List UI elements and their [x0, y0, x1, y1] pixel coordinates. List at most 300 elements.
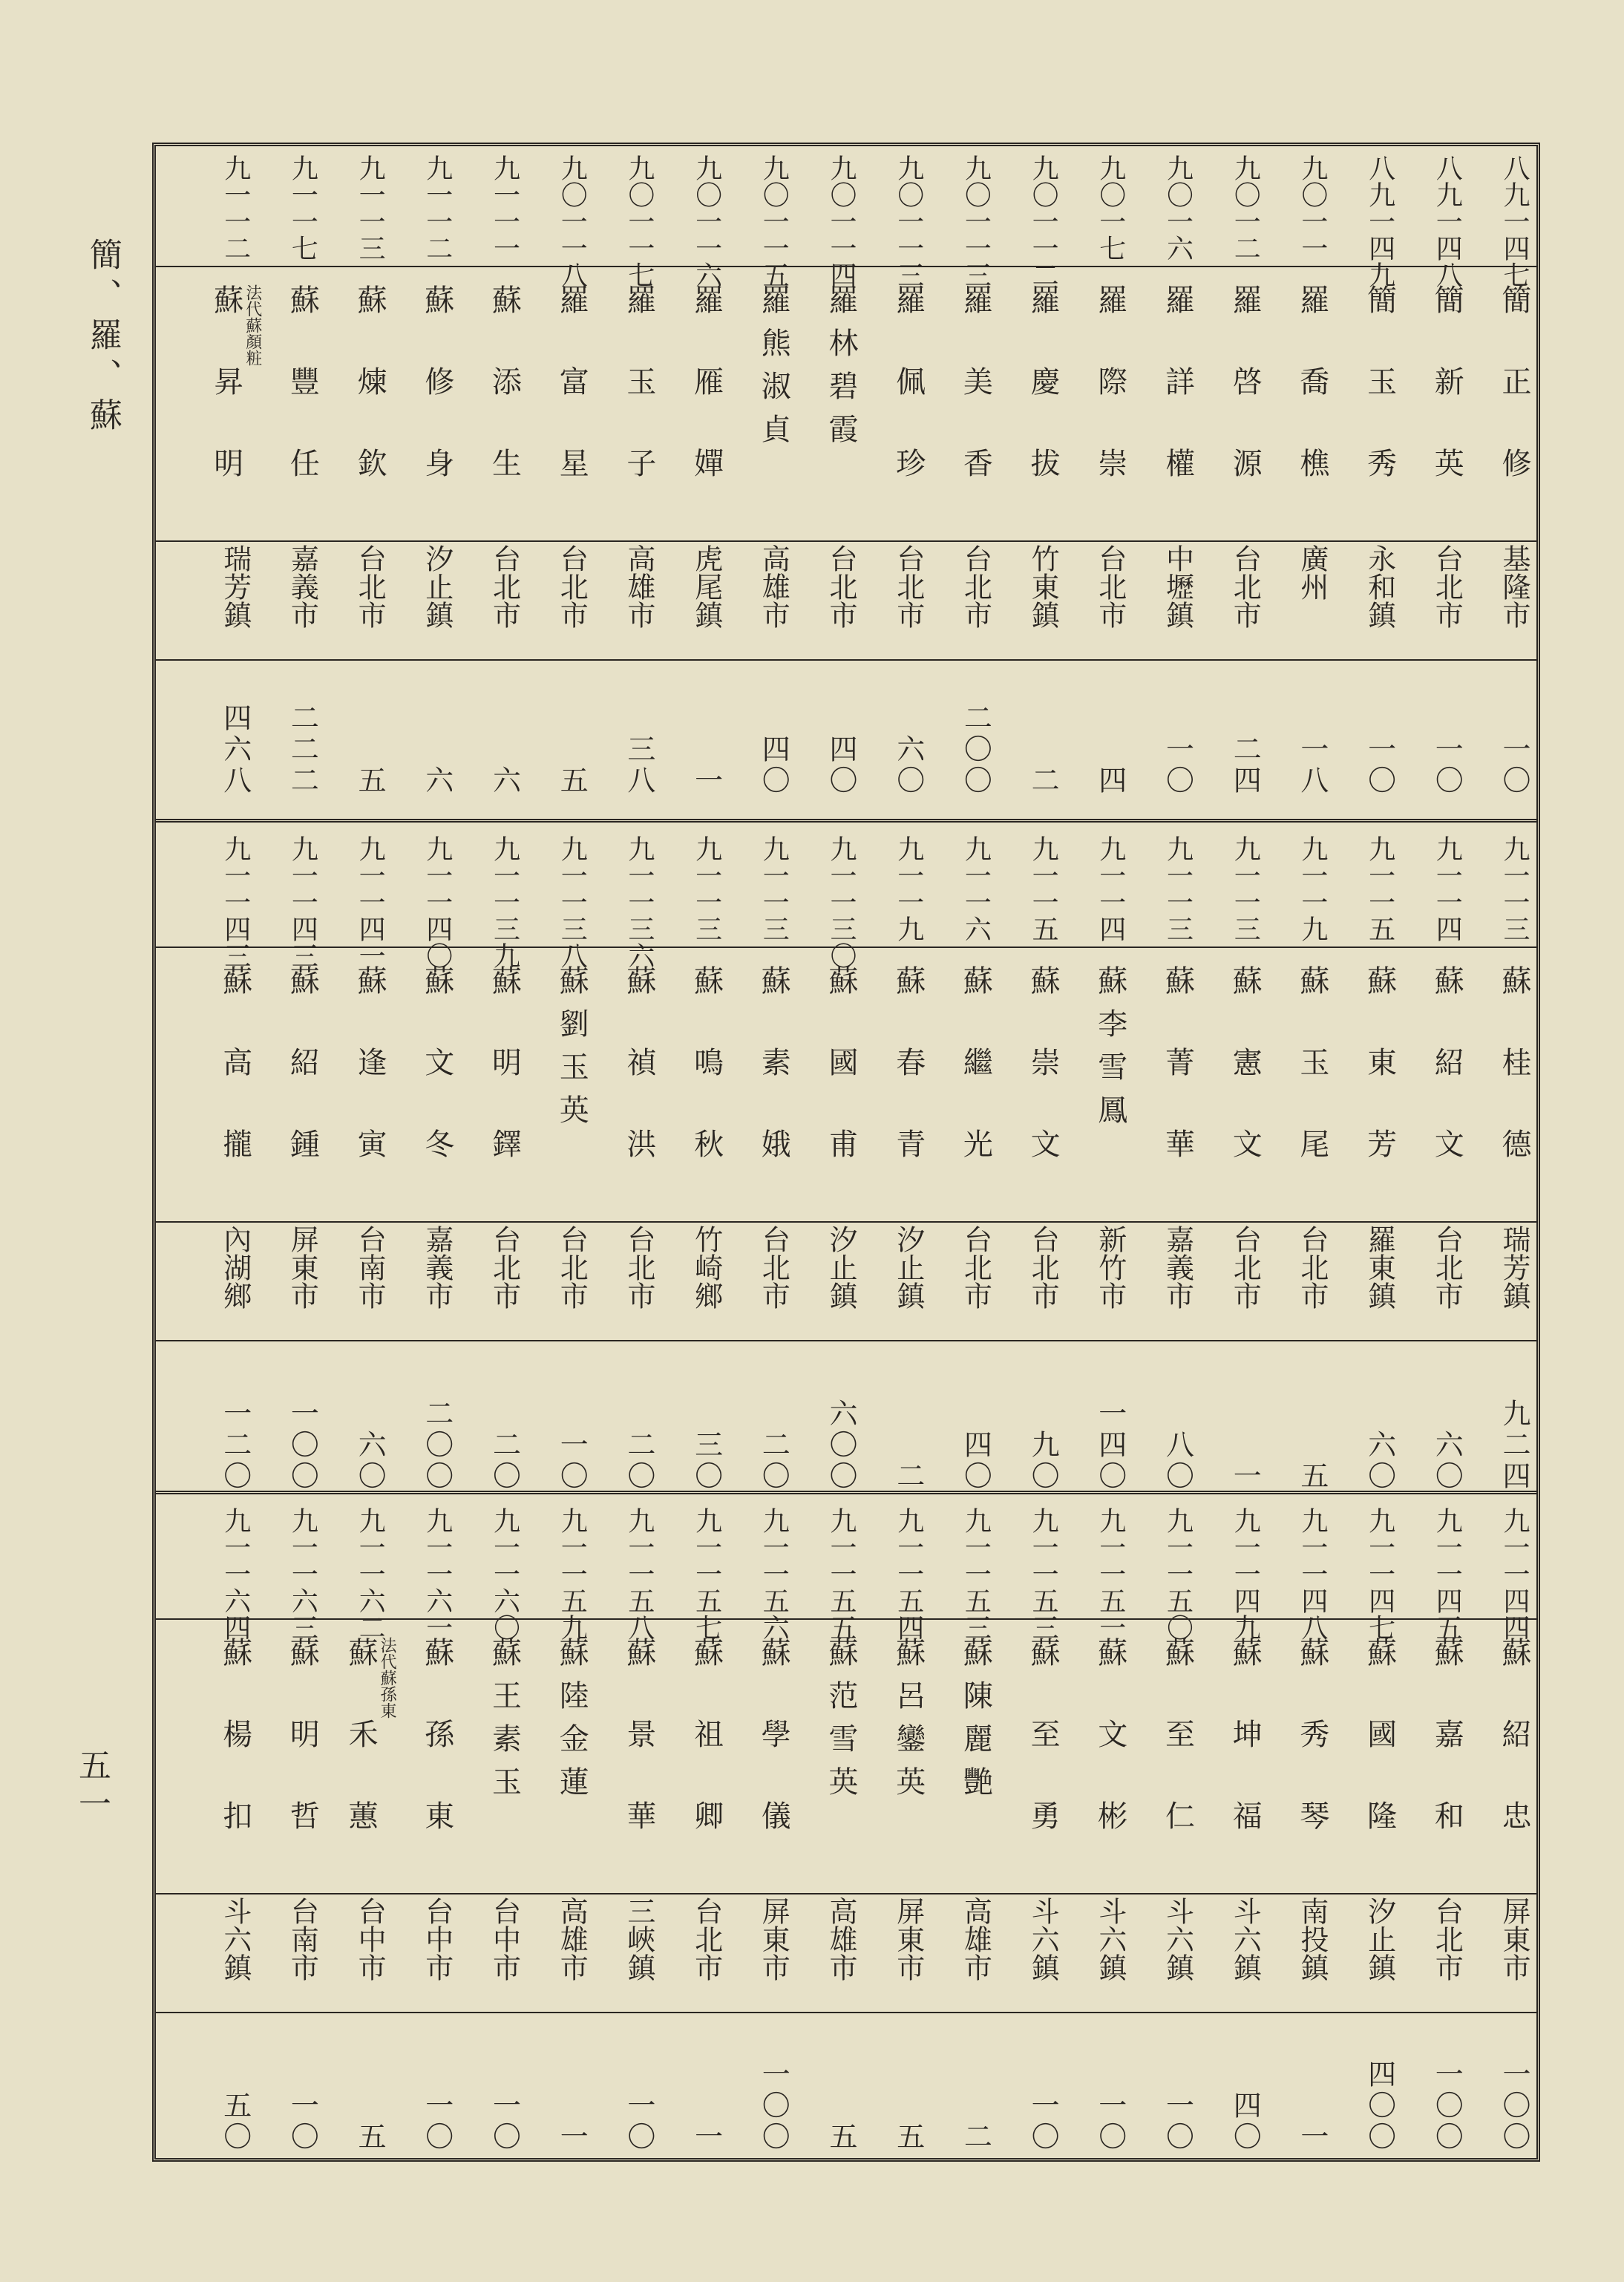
entry-place: [404, 1225, 471, 1336]
entry-place: [1211, 1897, 1278, 2008]
entry-date: [538, 1507, 605, 1641]
entry-amount: [404, 641, 471, 797]
entry-date: [471, 1507, 538, 1641]
entry-note: 法代蘇孫東: [378, 1637, 397, 1719]
entry-name-text: 蘇文彬: [1093, 1637, 1127, 1882]
entry-date: [1481, 1507, 1548, 1641]
entry-amount-text: 一〇: [1027, 2090, 1060, 2153]
entry-name: [1077, 284, 1144, 529]
entry-name-text: 蘇國甫: [824, 965, 858, 1210]
entry-place: [269, 1225, 335, 1336]
entry-place: [1279, 1897, 1346, 2008]
donor-entry: [1145, 147, 1211, 804]
entry-date: [606, 154, 672, 288]
entry-place-text: 台南市: [286, 1897, 319, 1981]
entry-place-text: 汐止鎮: [1363, 1897, 1396, 1981]
entry-amount: [673, 641, 740, 797]
entry-date-text: 九一一五四: [893, 1507, 924, 1641]
entry-amount-text: 六: [488, 765, 521, 797]
entry-name-text: 蘇紹鍾: [285, 965, 320, 1210]
entry-place: [1009, 1897, 1076, 2008]
entry-date-text: 九一一三: [691, 835, 722, 942]
entry-date-text: 九〇一一五: [759, 154, 790, 288]
entry-place-text: 台北市: [622, 1225, 655, 1310]
entry-amount: [1413, 1336, 1480, 1492]
entry-name: [740, 1637, 807, 1882]
entry-date-text: 九〇一二: [1230, 154, 1261, 261]
entry-amount: [538, 1997, 605, 2153]
entry-name-text: 蘇桂德: [1497, 965, 1531, 1210]
donor-entry: [471, 1500, 538, 2160]
entry-name-text: 蘇憲文: [1228, 965, 1263, 1210]
entry-place: [942, 544, 1009, 655]
entry-amount: [538, 641, 605, 797]
entry-amount-text: 一〇: [1498, 734, 1530, 797]
entry-place-text: 嘉義市: [420, 1225, 454, 1310]
entry-place-text: 台北市: [1295, 1225, 1329, 1310]
entry-date: [942, 835, 1009, 947]
entry-place-text: 台北市: [757, 1225, 790, 1310]
entry-date-text: 九一一六〇: [489, 1507, 520, 1641]
entry-name-text: 蘇禾蕙: [344, 1637, 379, 1882]
entry-date-text: 九〇一一二: [1028, 154, 1059, 288]
entry-name: [1413, 284, 1480, 529]
entry-amount-text: 五: [891, 2122, 925, 2153]
donor-entry: [1481, 147, 1548, 804]
entry-name-text: 蘇楊扣: [217, 1637, 252, 1882]
entry-amount-text: 三八: [622, 734, 655, 797]
entry-amount-text: 一〇〇: [757, 2059, 790, 2153]
entry-amount: [404, 1336, 471, 1492]
entry-place-text: 台北市: [1027, 1225, 1060, 1310]
entry-date: [1077, 154, 1144, 266]
entry-name-text: 羅美香: [958, 284, 993, 529]
entry-name: [269, 1637, 335, 1882]
entry-name-text: 蘇景華: [621, 1637, 656, 1882]
entry-amount: [1009, 1336, 1076, 1492]
entry-place: [1481, 1225, 1548, 1336]
entry-name-text: 羅啓源: [1228, 284, 1263, 529]
entry-place: [875, 544, 942, 655]
entry-date-text: 九〇一一八: [557, 154, 588, 288]
entry-date: [808, 835, 874, 969]
entry-date: [1413, 154, 1480, 288]
entry-name: [1279, 1637, 1346, 1882]
entry-place: [606, 544, 672, 655]
entry-amount-text: 四〇: [959, 1430, 992, 1492]
entry-date-text: 九一一三〇: [826, 835, 857, 969]
entry-name: [202, 284, 269, 529]
entry-amount: [673, 1336, 740, 1492]
entry-date: [1346, 1507, 1413, 1641]
donor-entry: [538, 147, 605, 804]
entry-date: [1279, 154, 1346, 266]
entry-name: [538, 965, 605, 1210]
entry-amount: [269, 1997, 335, 2153]
donor-entry: [471, 147, 538, 804]
donor-entry: [875, 828, 942, 1500]
entry-amount: [1346, 1997, 1413, 2153]
entry-place-text: 台北市: [555, 1225, 589, 1310]
entry-amount-text: 九二四: [1498, 1399, 1530, 1492]
entry-place: [1346, 1897, 1413, 2008]
donor-entry: [1413, 828, 1480, 1500]
entry-place-text: 屏東市: [1498, 1897, 1530, 1981]
entry-amount: [875, 641, 942, 797]
entry-place: [471, 544, 538, 655]
donor-entry: [673, 828, 740, 1500]
entry-amount: [1009, 1997, 1076, 2153]
entry-date-text: 九一一三: [1499, 835, 1530, 942]
entry-name-text: 羅富星: [554, 284, 589, 529]
entry-place-text: 台北市: [690, 1897, 723, 1981]
entry-date-text: 九〇一一七: [623, 154, 655, 288]
entry-date: [673, 1507, 740, 1641]
entry-place-text: 高雄市: [825, 1897, 857, 1981]
entry-name: [202, 1637, 269, 1882]
entry-date: [740, 154, 807, 288]
entry-date-text: 八九一四七: [1499, 154, 1530, 288]
entry-name: [269, 965, 335, 1210]
entry-place-text: 台北市: [1093, 544, 1127, 629]
entry-place-text: 台北市: [555, 544, 589, 629]
entry-date: [1211, 1507, 1278, 1641]
donor-entry: [875, 147, 942, 804]
entry-name: [1279, 284, 1346, 529]
donor-entry: [673, 147, 740, 804]
entry-date-text: 九一一三: [1230, 835, 1261, 942]
entry-name: [606, 965, 672, 1210]
entry-date-text: 九一一四九: [1230, 1507, 1261, 1641]
entry-name-text: 羅詳權: [1160, 284, 1195, 529]
entry-amount: [875, 1997, 942, 2153]
entry-name: [1413, 965, 1480, 1210]
entry-date-text: 九一一四〇: [422, 835, 453, 969]
entry-date-text: 九一一五三: [960, 1507, 992, 1641]
entry-place-text: 台北市: [353, 544, 387, 629]
entry-amount-text: 四六八: [218, 703, 252, 797]
entry-place: [1211, 1225, 1278, 1336]
entry-date-text: 九一一六一: [422, 1507, 453, 1641]
donor-entry: [1279, 1500, 1346, 2160]
entry-place-text: 瑞芳鎮: [1498, 1225, 1530, 1310]
donor-entry: [606, 828, 672, 1500]
entry-place-text: 台北市: [1228, 1225, 1262, 1310]
entry-amount-text: 一〇: [488, 2090, 521, 2153]
entry-amount-text: 四〇: [1228, 2090, 1262, 2153]
entry-place: [808, 544, 874, 655]
entry-place: [538, 1225, 605, 1336]
entry-date-text: 九一一六三: [287, 1507, 318, 1641]
entry-amount: [1279, 641, 1346, 797]
donor-entry: [202, 147, 269, 804]
entry-name-text: 蘇玉尾: [1294, 965, 1329, 1210]
donor-entry: [269, 1500, 335, 2160]
entry-name: [606, 1637, 672, 1882]
entry-place-text: 台北市: [488, 1225, 521, 1310]
entry-amount-text: 四〇: [757, 734, 790, 797]
entry-date-text: 九一一四: [1095, 835, 1126, 942]
entry-place-text: 斗六鎮: [218, 1897, 252, 1981]
entry-date: [942, 1507, 1009, 1641]
donor-entry: [740, 1500, 807, 2160]
entry-note: 法代蘇顏粧: [243, 284, 262, 366]
entry-place: [1211, 544, 1278, 655]
entry-name: [336, 1637, 403, 1882]
donor-entry: [1145, 1500, 1211, 2160]
entry-place-text: 斗六鎮: [1027, 1897, 1060, 1981]
entry-amount-text: 二二二: [286, 703, 319, 797]
entry-date: [1413, 1507, 1480, 1641]
entry-amount-text: 一: [1295, 2122, 1329, 2153]
entry-place-text: 屏東市: [757, 1897, 790, 1981]
donor-entry: [1211, 1500, 1278, 2160]
entry-place-text: 台北市: [488, 544, 521, 629]
donor-entry: [1211, 828, 1278, 1500]
entry-name: [471, 1637, 538, 1882]
donor-entry: [336, 1500, 403, 2160]
entry-date-text: 九〇一六: [1162, 154, 1194, 261]
entry-amount: [942, 1997, 1009, 2153]
entry-date: [269, 154, 335, 266]
donor-entry: [1279, 147, 1346, 804]
entry-name: [1211, 965, 1278, 1210]
entry-amount: [1077, 1997, 1144, 2153]
entry-date: [336, 835, 403, 969]
entry-name: [1077, 1637, 1144, 1882]
entry-name-text: 蘇豐任: [285, 284, 320, 529]
donor-entry: [740, 147, 807, 804]
entry-name: [1211, 284, 1278, 529]
entry-amount: [1481, 1997, 1548, 2153]
entry-amount-text: 二四: [1228, 734, 1262, 797]
donor-entry: [1145, 828, 1211, 1500]
entry-place: [673, 1897, 740, 2008]
entry-date-text: 九一一六二: [355, 1507, 386, 1641]
entry-date: [336, 154, 403, 266]
donor-entry: [808, 147, 874, 804]
entry-place-text: 台中市: [488, 1897, 521, 1981]
donor-entry: [808, 828, 874, 1500]
entry-name: [875, 284, 942, 529]
entry-name-text: 蘇范雪英: [824, 1637, 858, 1809]
entry-amount-text: 一二〇: [218, 1399, 252, 1492]
entry-place-text: 台中市: [420, 1897, 454, 1981]
entry-amount: [606, 1997, 672, 2153]
entry-place: [808, 1225, 874, 1336]
entry-date: [1009, 154, 1076, 288]
entry-place-text: 屏東市: [286, 1225, 319, 1310]
entry-name-text: 蘇王素玉: [487, 1637, 522, 1809]
entry-name: [336, 965, 403, 1210]
entry-place: [1413, 544, 1480, 655]
entry-amount: [471, 1336, 538, 1492]
entry-place: [1413, 1225, 1480, 1336]
entry-name: [1145, 965, 1211, 1210]
entry-name-text: 蘇陸金蓮: [554, 1637, 589, 1809]
entry-date-text: 九一一四一: [355, 835, 386, 969]
entry-place: [606, 1225, 672, 1336]
band-separator: [156, 1491, 1536, 1494]
entry-amount: [1413, 1997, 1480, 2153]
entry-amount-text: 八〇: [1161, 1430, 1194, 1492]
entry-place: [202, 1897, 269, 2008]
entry-name-text: 蘇煉欽: [353, 284, 387, 529]
entry-place: [336, 1225, 403, 1336]
entry-place-text: 汐止鎮: [420, 544, 454, 629]
entry-place: [673, 544, 740, 655]
entry-name: [202, 965, 269, 1210]
entry-date-text: 九〇一一四: [826, 154, 857, 288]
donor-entry: [471, 828, 538, 1500]
entry-amount-text: 一〇: [1093, 2090, 1127, 2153]
entry-name: [606, 284, 672, 529]
entry-place-text: 高雄市: [622, 544, 655, 629]
entry-date: [1279, 1507, 1346, 1641]
entry-amount-text: 一〇〇: [1430, 2059, 1464, 2153]
entry-amount: [740, 1997, 807, 2153]
entry-amount-text: 六〇: [353, 1430, 387, 1492]
entry-date: [538, 835, 605, 969]
entry-name-text: 羅林碧霞: [824, 284, 858, 457]
entry-name: [336, 284, 403, 529]
entry-date-text: 九一一四三: [287, 835, 318, 969]
entry-name-text: 蘇素娥: [756, 965, 791, 1210]
entry-date: [202, 835, 269, 969]
entry-place-text: 中壢鎮: [1161, 544, 1194, 629]
entry-name: [740, 284, 807, 529]
entry-place-text: 台北市: [959, 1225, 992, 1310]
entry-date: [808, 154, 874, 288]
entry-date: [1413, 835, 1480, 947]
entry-name-text: 羅慶拔: [1026, 284, 1061, 529]
entry-name-text: 蘇東芳: [1362, 965, 1397, 1210]
entry-amount-text: 五〇: [218, 2090, 252, 2153]
entry-name: [538, 1637, 605, 1882]
entry-place-text: 斗六鎮: [1093, 1897, 1127, 1981]
entry-name: [1211, 1637, 1278, 1882]
entry-amount: [269, 641, 335, 797]
entry-date-text: 九一一五一: [1095, 1507, 1126, 1641]
donor-entry: [606, 1500, 672, 2160]
entry-name: [942, 1637, 1009, 1882]
entry-name-text: 蘇文冬: [419, 965, 454, 1210]
entry-date-text: 九一一五九: [557, 1507, 588, 1641]
entry-amount: [202, 641, 269, 797]
entry-date: [1009, 835, 1076, 947]
entry-date: [1481, 154, 1548, 288]
entry-date-text: 九一一一: [489, 154, 520, 261]
donor-entry: [202, 828, 269, 1500]
entry-place: [1279, 1225, 1346, 1336]
entry-name: [1481, 1637, 1548, 1882]
entry-name-text: 蘇鳴秋: [689, 965, 724, 1210]
entry-date: [1346, 154, 1413, 288]
entry-place: [269, 544, 335, 655]
entry-date-text: 九一一二: [220, 154, 251, 261]
entry-amount: [471, 1997, 538, 2153]
donor-entry: [404, 828, 471, 1500]
entry-place-text: 基隆市: [1498, 544, 1530, 629]
donor-entry: [1413, 147, 1480, 804]
entry-name-text: 蘇李雪鳳: [1093, 965, 1127, 1137]
entry-amount: [808, 641, 874, 797]
entry-amount: [942, 1336, 1009, 1492]
entry-name: [1145, 284, 1211, 529]
entry-name-text: 蘇禎洪: [621, 965, 656, 1210]
entry-date-text: 九一一五三: [1028, 1507, 1059, 1641]
entry-name: [404, 1637, 471, 1882]
entry-amount: [404, 1997, 471, 2153]
donor-entry: [336, 828, 403, 1500]
entry-name: [1077, 965, 1144, 1210]
entry-name: [942, 284, 1009, 529]
entry-place-text: 竹東鎮: [1027, 544, 1060, 629]
entry-place-text: 台北市: [959, 544, 992, 629]
entry-amount-text: 一〇: [622, 2090, 655, 2153]
entry-date: [606, 1507, 672, 1641]
entry-name-text: 蘇坤福: [1228, 1637, 1263, 1882]
entry-name: [875, 965, 942, 1210]
entry-place-text: 三峽鎮: [622, 1897, 655, 1981]
entry-date: [202, 154, 269, 266]
entry-place-text: 斗六鎮: [1161, 1897, 1194, 1981]
entry-name-text: 蘇秀琴: [1294, 1637, 1329, 1882]
entry-name: [1346, 1637, 1413, 1882]
donor-entry: [336, 147, 403, 804]
entry-name-text: 簡玉秀: [1362, 284, 1397, 529]
entry-date-text: 九〇一一三: [893, 154, 924, 288]
entry-place-text: 高雄市: [959, 1897, 992, 1981]
entry-name: [673, 1637, 740, 1882]
entry-place-text: 竹崎鄉: [690, 1225, 723, 1310]
donor-entry: [673, 1500, 740, 2160]
entry-date: [875, 835, 942, 947]
entry-amount: [740, 1336, 807, 1492]
entry-date-text: 九一一三八: [557, 835, 588, 969]
entry-name-text: 蘇修身: [419, 284, 454, 529]
entry-place-text: 斗六鎮: [1228, 1897, 1262, 1981]
entry-amount: [1077, 1336, 1144, 1492]
entry-place: [740, 1225, 807, 1336]
entry-name-text: 蘇祖卿: [689, 1637, 724, 1882]
donor-entry: [404, 1500, 471, 2160]
entry-amount-text: 一〇〇: [1498, 2059, 1530, 2153]
entry-amount-text: 六: [420, 765, 454, 797]
entry-place-text: 永和鎮: [1363, 544, 1396, 629]
entry-name-text: 蘇繼光: [958, 965, 993, 1210]
entry-name: [404, 965, 471, 1210]
entry-date: [269, 1507, 335, 1641]
entry-place: [1145, 1225, 1211, 1336]
entry-place: [1077, 1225, 1144, 1336]
donor-entry: [404, 147, 471, 804]
entry-amount-text: 五: [1295, 1461, 1329, 1492]
entry-date-text: 九〇一七: [1095, 154, 1126, 261]
entry-amount: [1145, 1997, 1211, 2153]
entry-amount: [1413, 641, 1480, 797]
entry-amount: [606, 641, 672, 797]
entry-amount-text: 一〇: [286, 2090, 319, 2153]
donor-entry: [269, 828, 335, 1500]
entry-date-text: 九一一五〇: [1162, 1507, 1194, 1641]
entry-place: [808, 1897, 874, 2008]
donor-entry: [1077, 828, 1144, 1500]
entry-amount: [942, 641, 1009, 797]
entry-amount-text: 五: [353, 765, 387, 797]
entry-place: [1077, 544, 1144, 655]
entry-place-text: 台北市: [1430, 1897, 1464, 1981]
